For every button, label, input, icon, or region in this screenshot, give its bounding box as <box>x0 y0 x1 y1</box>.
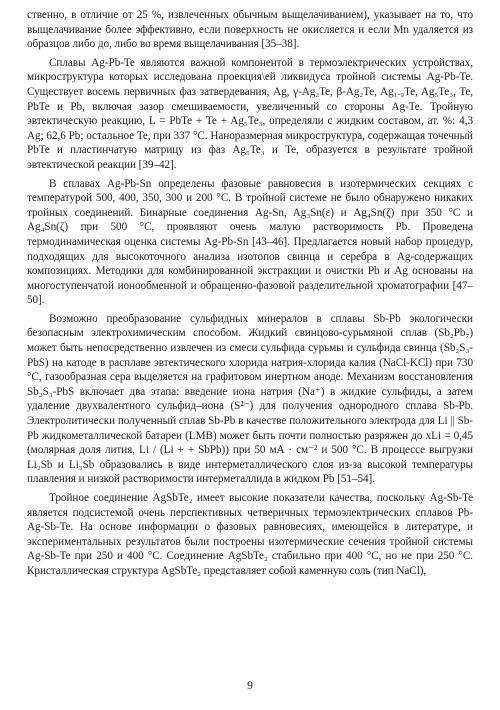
paragraph-4: Возможно преобразование сульфидных минералов в сплавы Sb-Pb экологически безопасным электрохимическим способом. Жидкий свинцово-сурьмяной сплав (Sb₂Pb₇) может быть непосредственно извлечен из смеси сульфида сурьмы и сульфида свинца (Sb₂S₃-PbS) на катоде в расплаве эвтектического хлорида натрия-хлорида калия (NaCl-KCl) при 730 °C, газообразная сера выделяется на графитовом инертном аноде. Механизм восстановления Sb₂S₃-PbS включает два этапа: введение иона натрия (Na⁺) в жидкие сульфиды, а затем удаление двухвалентного сульфид–иона (S²⁻) для получения однородного сплава Sb-Pb. Электролитически полученный сплав Sb-Pb в качестве положительного электрода для Li || Sb-Pb жидкометаллической батареи (LMB) может быть почти полностью разряжен до xLi = 0,45 (молярная доля лития, Li / (Li + + SbPb)) при 50 мА · см⁻² и 500 °C. В процессе выгрузки Li₂Sb и Li₃Sb образовались в виде интерметаллического слоя из-за высокой температуры плавления и низкой растворимости интерметаллида в жидком Pb [51–54]. <box>27 312 473 486</box>
document-page <box>27 8 473 698</box>
page-number: 9 <box>247 680 253 692</box>
paragraph-1: ственно, в отличие от 25 %, извлеченных обычным выщелачиванием), указывает на то, что выщелачивание более эффективно, если поверхность не окисляется и если Mn удаляется из образцов либо до, либо во время выщелачивания [35–38]. <box>27 9 473 51</box>
paragraph-5: Тройное соединение AgSbTe₂ имеет высокие показатели качества, поскольку Ag-Sb-Te является подсистемой очень перспективных четверичных термоэлектрических сплавов Pb-Ag-Sb-Te. На основе информации о фазовых равновесиях, имеющейся в литературе, и экспериментальных результатов были построены изотермические сечения тройной системы Ag-Sb-Te при 250 и 400 °C. Соединение AgSbTe₂ стабильно при 400 °C, но не при 250 °C. Кристаллическая структура AgSbTe₂ представляет собой каменную соль (тип NaCl), <box>27 492 473 577</box>
paragraph-2: Сплавы Ag-Pb-Te являются важной компонентой в термоэлектрических устройствах, микроструктура которых исследована проекция\ей ликвидуса тройной системы Ag-Pb-Te. Существует восемь первичных фаз затвердевания, Ag, γ-Ag₂Te, β-Ag₂Te, Ag₁.₉Te, Ag₅Te₃, Te, PbTe и Pb, включая зазор смешиваемости, увеличенный со стороны Ag-Te. Тройную эвтектическую реакцию, L = PbTe + Te + Ag₅Te₃, определяли с жидким составом, ат. %: 4,3 Ag; 62,6 Pb; остальное Te, при 337 °C. Наноразмерная микроструктура, содержащая точечный PbTe и пластинчатую матрицу из фаз Ag₅Te₃ и Te, образуется в результате тройной эвтектической реакции [39–42]. <box>27 56 473 171</box>
paragraph-3: В сплавах Ag-Pb-Sn определены фазовые равновесия в изотермических секциях с температурой 500, 400, 350, 300 и 200 °C. В тройной системе не было обнаружено никаких тройных соединений. Бинарные соединения Ag-Sn, Ag₃Sn(ε) и Ag₄Sn(ζ) при 350 °C и Ag₄Sn(ζ) при 500 °C, проявляют очень малую растворимость Pb. Проведена термодинамическая оценка системы Ag-Pb-Sn [43–46]. Предлагается новый набор процедур, подходящих для высокоточного анализа изотопов свинца и серебра в Ag-содержащих композициях. Методики для комбинированной экстракции и очистки Pb и Ag основаны на многоступенчатой ионообменной и обращенно-фазовой разделительной хроматографии [47–50]. <box>27 177 473 307</box>
